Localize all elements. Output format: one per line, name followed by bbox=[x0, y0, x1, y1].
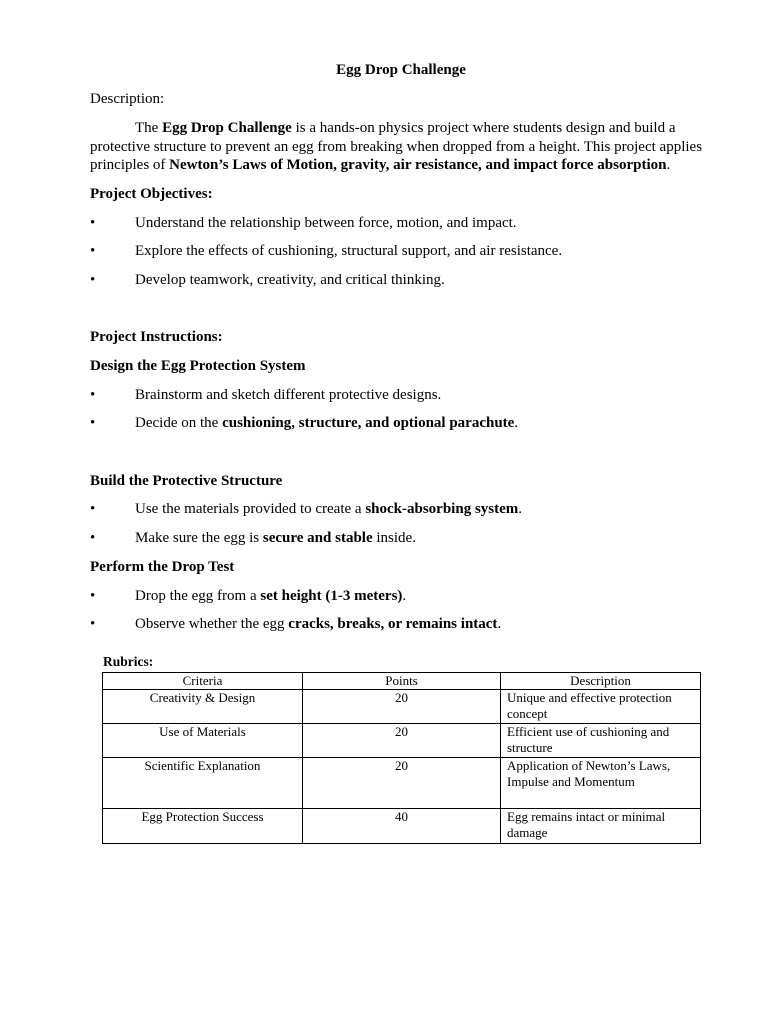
intro-text: is a hands-on physics project where students design and build a bbox=[291, 120, 676, 136]
description-cell: Efficient use of cushioning and structure bbox=[501, 724, 701, 758]
points-cell: 20 bbox=[303, 724, 501, 758]
instructions-heading: Project Instructions: bbox=[90, 329, 223, 345]
rubric-title: Rubrics: bbox=[103, 654, 154, 669]
drop-item bbox=[135, 587, 406, 605]
drop-heading: Perform the Drop Test bbox=[90, 559, 235, 575]
description-cell: Egg remains intact or minimal damage bbox=[501, 809, 701, 844]
rubric-header-row bbox=[103, 673, 701, 690]
intro-text: . bbox=[666, 157, 671, 173]
intro-emphasis: Newton’s Laws of Motion, gravity, air resistance, and impact force absorption bbox=[169, 157, 667, 173]
item-text: . bbox=[514, 415, 519, 431]
bullet-marker: • bbox=[90, 530, 96, 546]
bullet-marker: • bbox=[90, 215, 96, 231]
build-heading: Build the Protective Structure bbox=[90, 473, 283, 489]
design-heading: Design the Egg Protection System bbox=[90, 358, 306, 374]
criteria-cell: Egg Protection Success bbox=[103, 809, 303, 844]
item-emphasis: cushioning, structure, and optional parachute bbox=[222, 415, 515, 431]
intro-text: principles of bbox=[90, 157, 170, 173]
table-row bbox=[103, 724, 701, 758]
intro-emphasis: Egg Drop Challenge bbox=[162, 120, 292, 136]
points-cell: 40 bbox=[303, 809, 501, 844]
item-emphasis: cracks, breaks, or remains intact bbox=[288, 616, 498, 632]
bullet-marker: • bbox=[90, 588, 96, 604]
criteria-cell: Use of Materials bbox=[103, 724, 303, 758]
criteria-cell: Creativity & Design bbox=[103, 690, 303, 724]
item-emphasis: secure and stable bbox=[262, 530, 373, 546]
build-item bbox=[135, 500, 522, 518]
objective-item: Understand the relationship between force, motion, and impact. bbox=[135, 215, 517, 231]
item-emphasis: set height (1-3 meters) bbox=[260, 588, 403, 604]
intro-text: The bbox=[135, 120, 163, 136]
build-item bbox=[135, 529, 416, 547]
document-title: Egg Drop Challenge bbox=[336, 62, 466, 78]
bullet-marker: • bbox=[90, 243, 96, 259]
intro-line-3 bbox=[90, 156, 670, 174]
item-text: Decide on the bbox=[135, 415, 223, 431]
drop-item bbox=[135, 615, 501, 633]
item-text: . bbox=[518, 501, 523, 517]
description-cell: Application of Newton’s Laws, Impulse and Momentum bbox=[501, 758, 701, 809]
bullet-marker: • bbox=[90, 415, 96, 431]
table-row bbox=[103, 690, 701, 724]
table-row bbox=[103, 758, 701, 809]
item-text: Use the materials provided to create a bbox=[135, 501, 366, 517]
item-text: inside. bbox=[372, 530, 416, 546]
bullet-marker: • bbox=[90, 616, 96, 632]
column-header-points: Points bbox=[303, 673, 501, 690]
column-header-criteria: Criteria bbox=[103, 673, 303, 690]
intro-line-2: protective structure to prevent an egg from breaking when dropped from a height. This project applies bbox=[90, 139, 703, 155]
description-label: Description: bbox=[90, 91, 165, 107]
rubric-table bbox=[102, 672, 701, 844]
table-row bbox=[103, 809, 701, 844]
description-cell: Unique and effective protection concept bbox=[501, 690, 701, 724]
item-text: . bbox=[402, 588, 407, 604]
criteria-cell: Scientific Explanation bbox=[103, 758, 303, 809]
column-header-description: Description bbox=[501, 673, 701, 690]
bullet-marker: • bbox=[90, 501, 96, 517]
design-item bbox=[135, 414, 518, 432]
bullet-marker: • bbox=[90, 387, 96, 403]
item-text: Make sure the egg is bbox=[135, 530, 263, 546]
objective-item: Develop teamwork, creativity, and critical thinking. bbox=[135, 272, 445, 288]
objectives-heading: Project Objectives: bbox=[90, 186, 213, 202]
design-item: Brainstorm and sketch different protective designs. bbox=[135, 387, 442, 403]
objective-item: Explore the effects of cushioning, structural support, and air resistance. bbox=[135, 243, 563, 259]
item-text: Observe whether the egg bbox=[135, 616, 289, 632]
points-cell: 20 bbox=[303, 758, 501, 809]
item-emphasis: shock-absorbing system bbox=[365, 501, 519, 517]
item-text: Drop the egg from a bbox=[135, 588, 261, 604]
intro-line-1 bbox=[135, 119, 675, 137]
item-text: . bbox=[497, 616, 502, 632]
bullet-marker: • bbox=[90, 272, 96, 288]
points-cell: 20 bbox=[303, 690, 501, 724]
